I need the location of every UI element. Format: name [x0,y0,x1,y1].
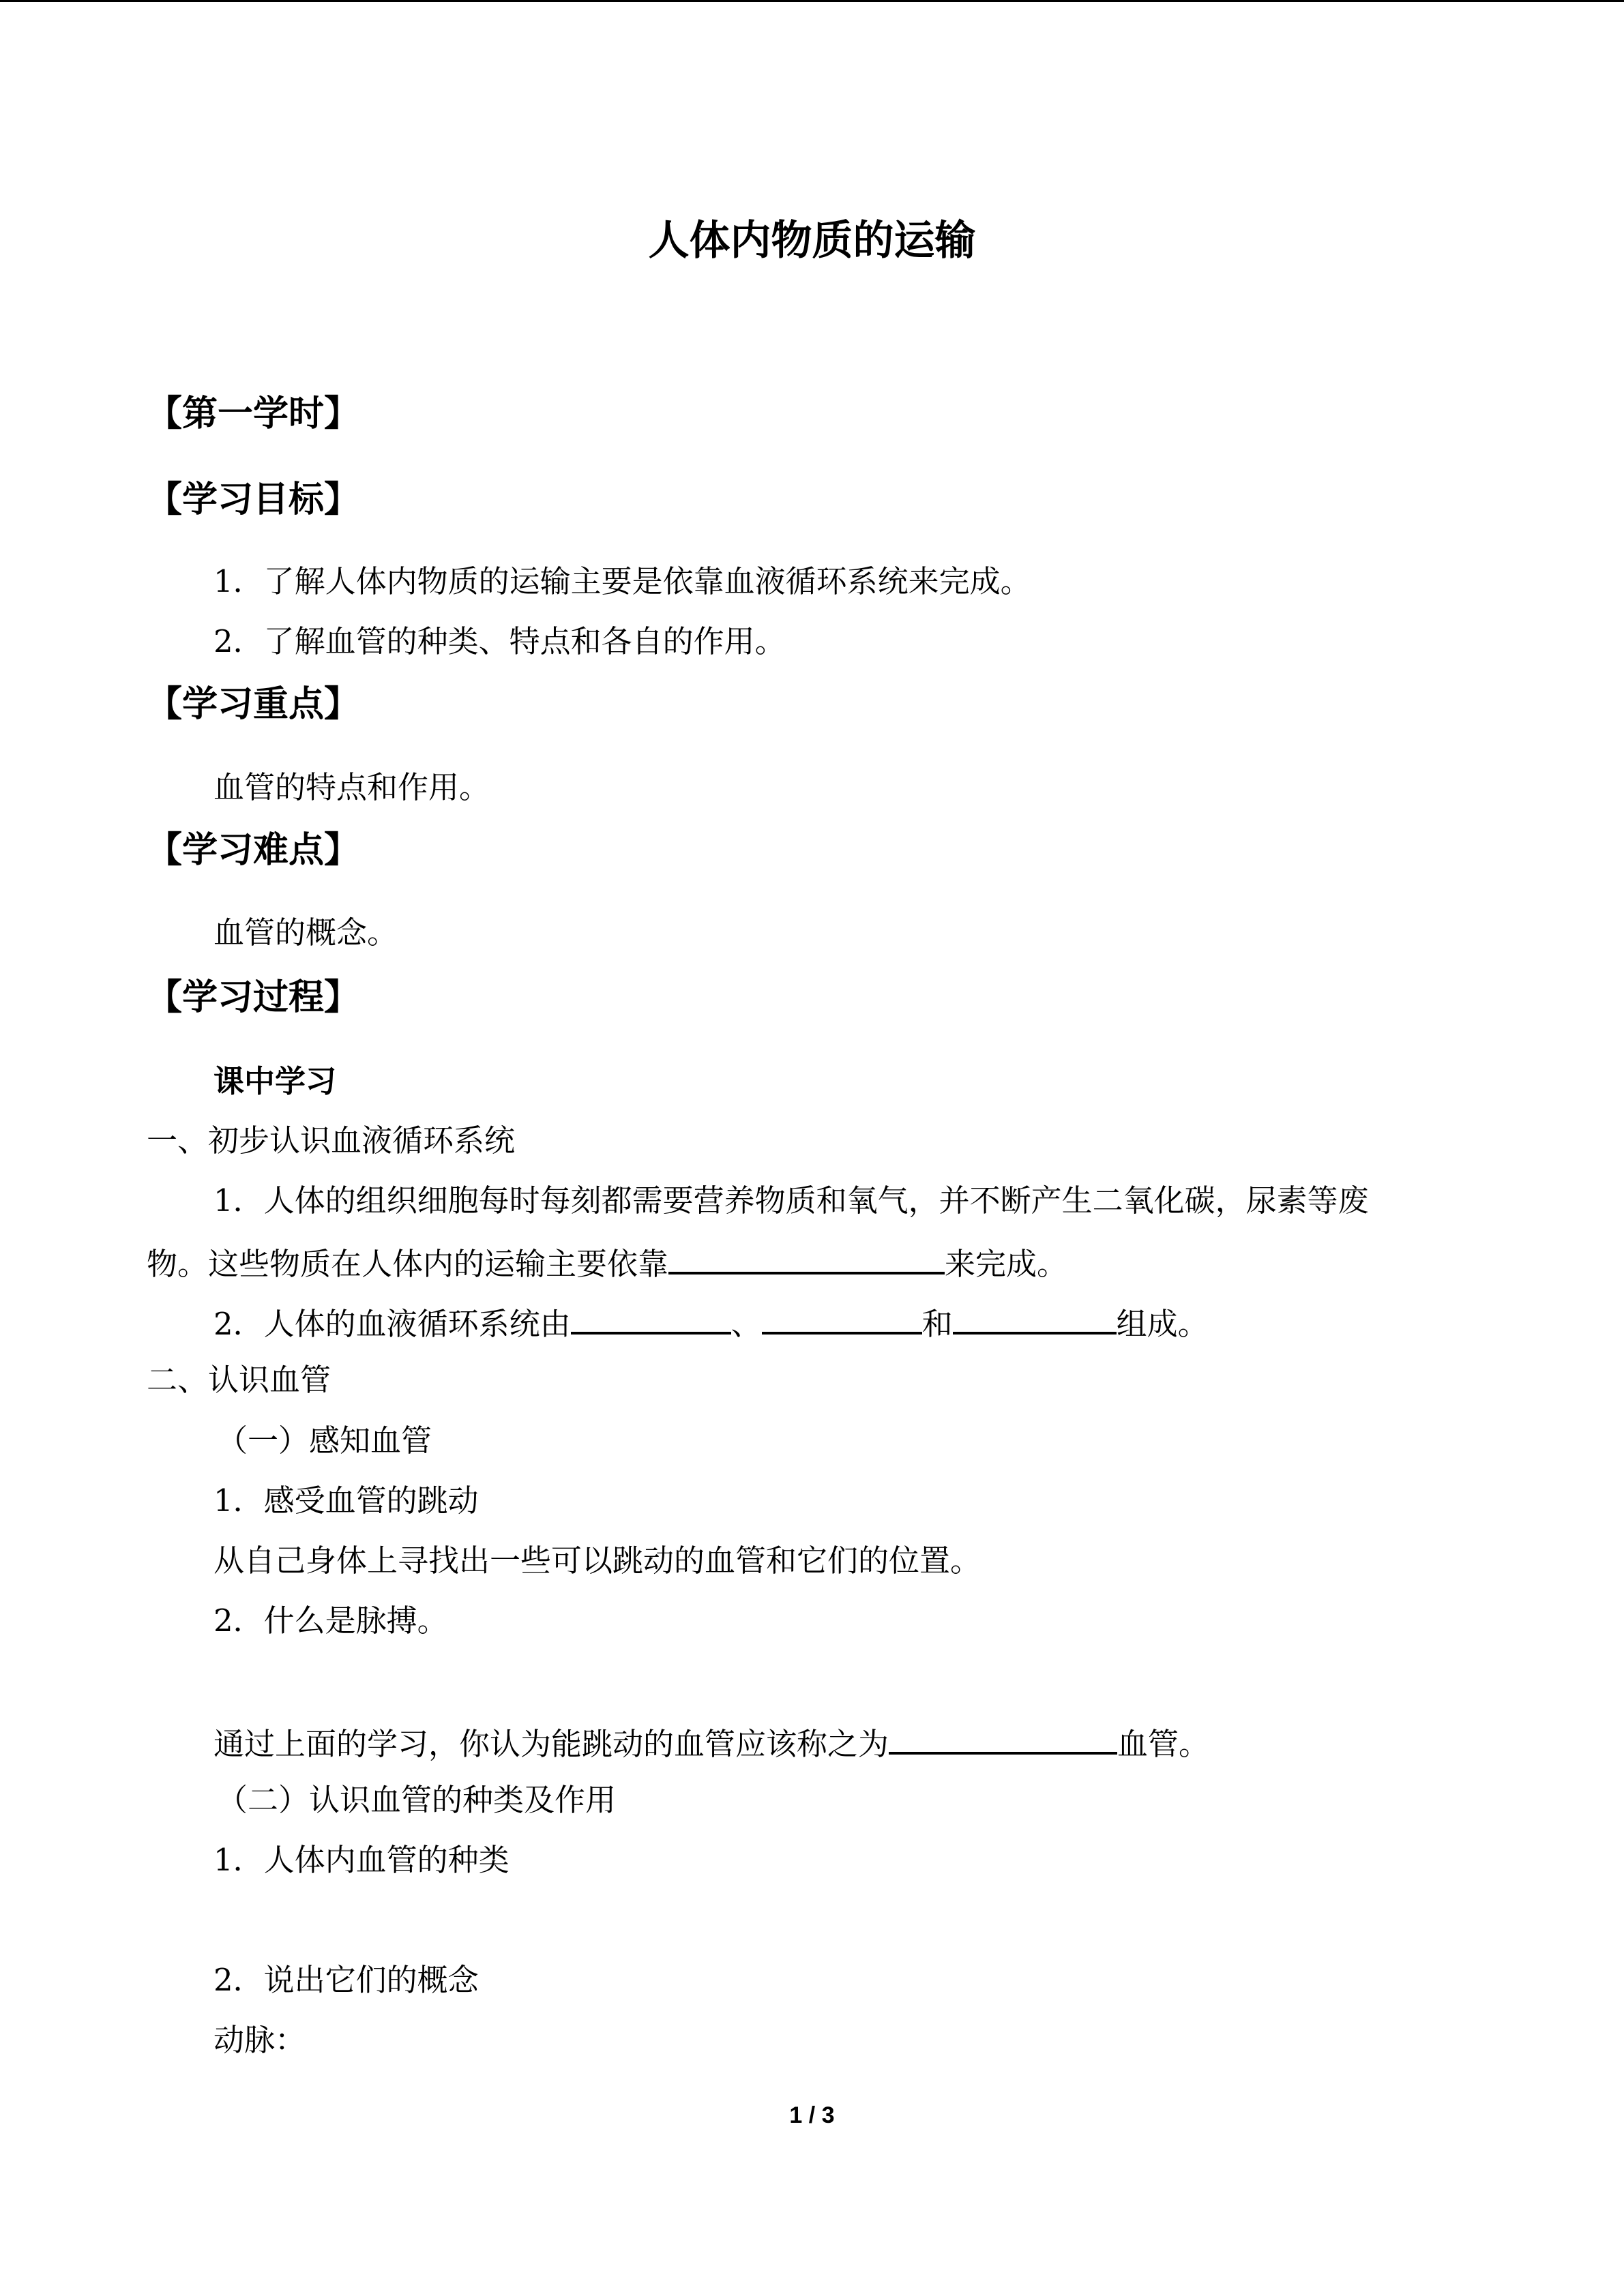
goal-item-2: 2．了解血管的种类、特点和各自的作用。 [213,623,786,659]
section-focus-heading: 【学习重点】 [147,684,360,725]
section-difficulty-heading: 【学习难点】 [147,830,360,871]
conclusion-text-a: 通过上面的学习，你认为能跳动的血管应该称之为 [213,1726,889,1762]
question-2-line [213,1300,1209,1345]
subsection-1-title: （一）感知血管 [217,1422,432,1459]
question-1-text-a: 物。这些物质在人体内的运输主要依靠 [147,1246,669,1282]
answer-blank-1[interactable] [668,1240,945,1274]
question-1-text-b: 来完成。 [945,1246,1068,1282]
goal-item-1: 1．了解人体内物质的运输主要是依靠血液循环系统来完成。 [213,563,1031,599]
page-number: 1 / 3 [789,2102,835,2128]
question-2-text-c: 和 [921,1306,953,1342]
answer-blank-5[interactable] [889,1720,1117,1755]
subsection-2-title: （二）认识血管的种类及作用 [217,1782,617,1818]
part2-title: 二、认识血管 [147,1362,331,1398]
section-period-heading: 【第一学时】 [147,393,360,434]
subsection-2-item-2: 2．说出它们的概念 [213,1962,479,1998]
section-process-heading: 【学习过程】 [147,977,360,1018]
answer-blank-3[interactable] [762,1300,922,1335]
answer-blank-2[interactable] [571,1300,731,1335]
artery-label: 动脉： [213,2022,306,2058]
question-1-line-1: 1．人体的组织细胞每时每刻都需要营养物质和氧气，并不断产生二氧化碳，尿素等废 [213,1182,1369,1219]
subsection-1-item-1: 1．感受血管的跳动 [213,1482,479,1519]
page-title: 人体内物质的运输 [648,217,976,265]
question-2-text-a: 2．人体的血液循环系统由 [213,1306,571,1342]
focus-text: 血管的特点和作用。 [213,769,490,805]
question-2-text-b: 、 [730,1306,762,1342]
subsection-2-item-1: 1．人体内血管的种类 [213,1842,510,1878]
part1-title: 一、初步认识血液循环系统 [147,1122,516,1159]
page-top-rule [0,0,1624,2]
question-2-text-d: 组成。 [1116,1306,1209,1342]
class-study-label: 课中学习 [213,1063,337,1099]
conclusion-text-b: 血管。 [1117,1726,1210,1762]
section-goals-heading: 【学习目标】 [147,479,360,520]
conclusion-line [213,1720,1209,1765]
question-1-line-2 [147,1240,1067,1285]
subsection-1-item-1-text: 从自己身体上寻找出一些可以跳动的血管和它们的位置。 [213,1542,981,1579]
answer-blank-4[interactable] [953,1300,1117,1335]
difficulty-text: 血管的概念。 [213,914,398,951]
subsection-1-item-2: 2．什么是脉搏。 [213,1602,448,1639]
